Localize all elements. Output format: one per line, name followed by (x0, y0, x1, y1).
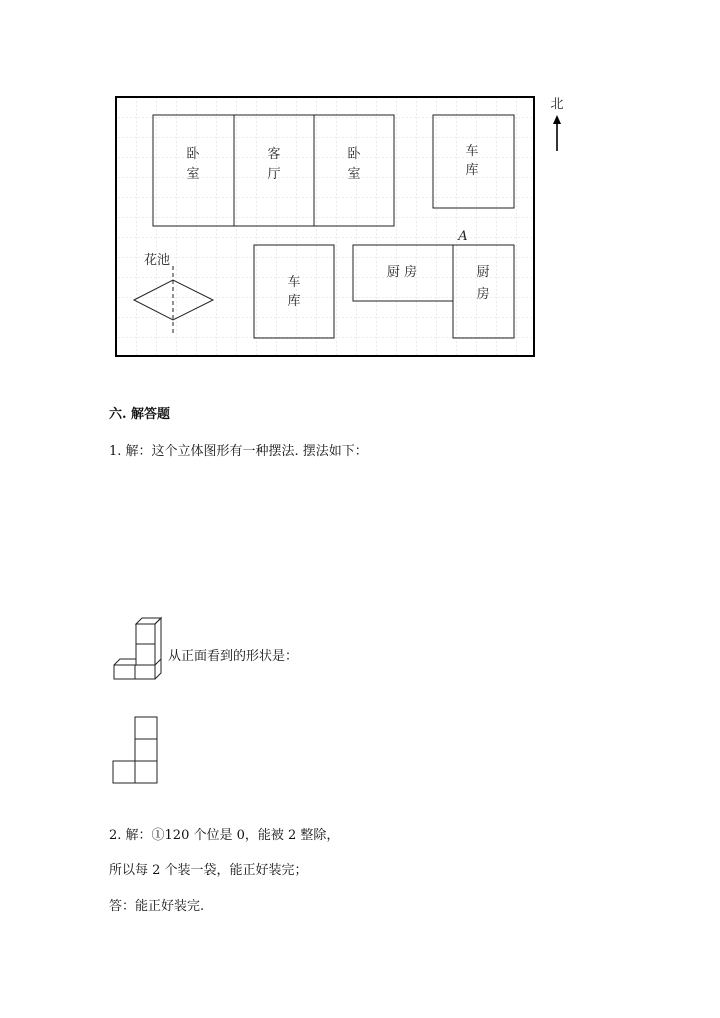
kitchen-wide-label: 厨 房 (386, 265, 418, 280)
point-a-label: A (458, 229, 468, 244)
q1-front-view-caption: 从正面看到的形状是： (168, 649, 299, 664)
q2-answer-line-2: 所以每 2 个装一袋，能正好装完； (109, 863, 308, 878)
north-arrow-icon (553, 115, 561, 151)
bedroom-1-label-top: 卧 (186, 147, 200, 162)
garage-top-label-bottom: 库 (465, 163, 479, 178)
kitchen-small-label-top: 厨 (476, 265, 490, 280)
kitchen-small-label-bottom: 房 (476, 287, 490, 302)
living-label-top: 客 (267, 147, 281, 162)
flower-pool-label: 花池 (143, 253, 171, 268)
q2-answer-line-3: 答：能正好装完. (109, 899, 205, 914)
section-title: 六. 解答题 (109, 407, 171, 422)
bedroom-2-label-top: 卧 (347, 147, 361, 162)
floor-plan-figure (0, 0, 720, 380)
living-label-bottom: 厅 (267, 167, 281, 182)
north-label: 北 (550, 97, 564, 112)
bedroom-2-label-bottom: 室 (347, 167, 361, 182)
bedroom-1-label-bottom: 室 (186, 167, 200, 182)
garage-top-label-top: 车 (465, 144, 479, 159)
q2-answer-line-1: 2. 解：①120 个位是 0，能被 2 整除， (109, 828, 340, 843)
garage-bottom-label-bottom: 库 (287, 294, 301, 309)
q1-answer-text: 1. 解：这个立体图形有一种摆法. 摆法如下： (109, 444, 368, 459)
front-view-figure (110, 715, 162, 787)
garage-bottom-label-top: 车 (287, 275, 301, 290)
cube-stack-figure (108, 612, 168, 684)
